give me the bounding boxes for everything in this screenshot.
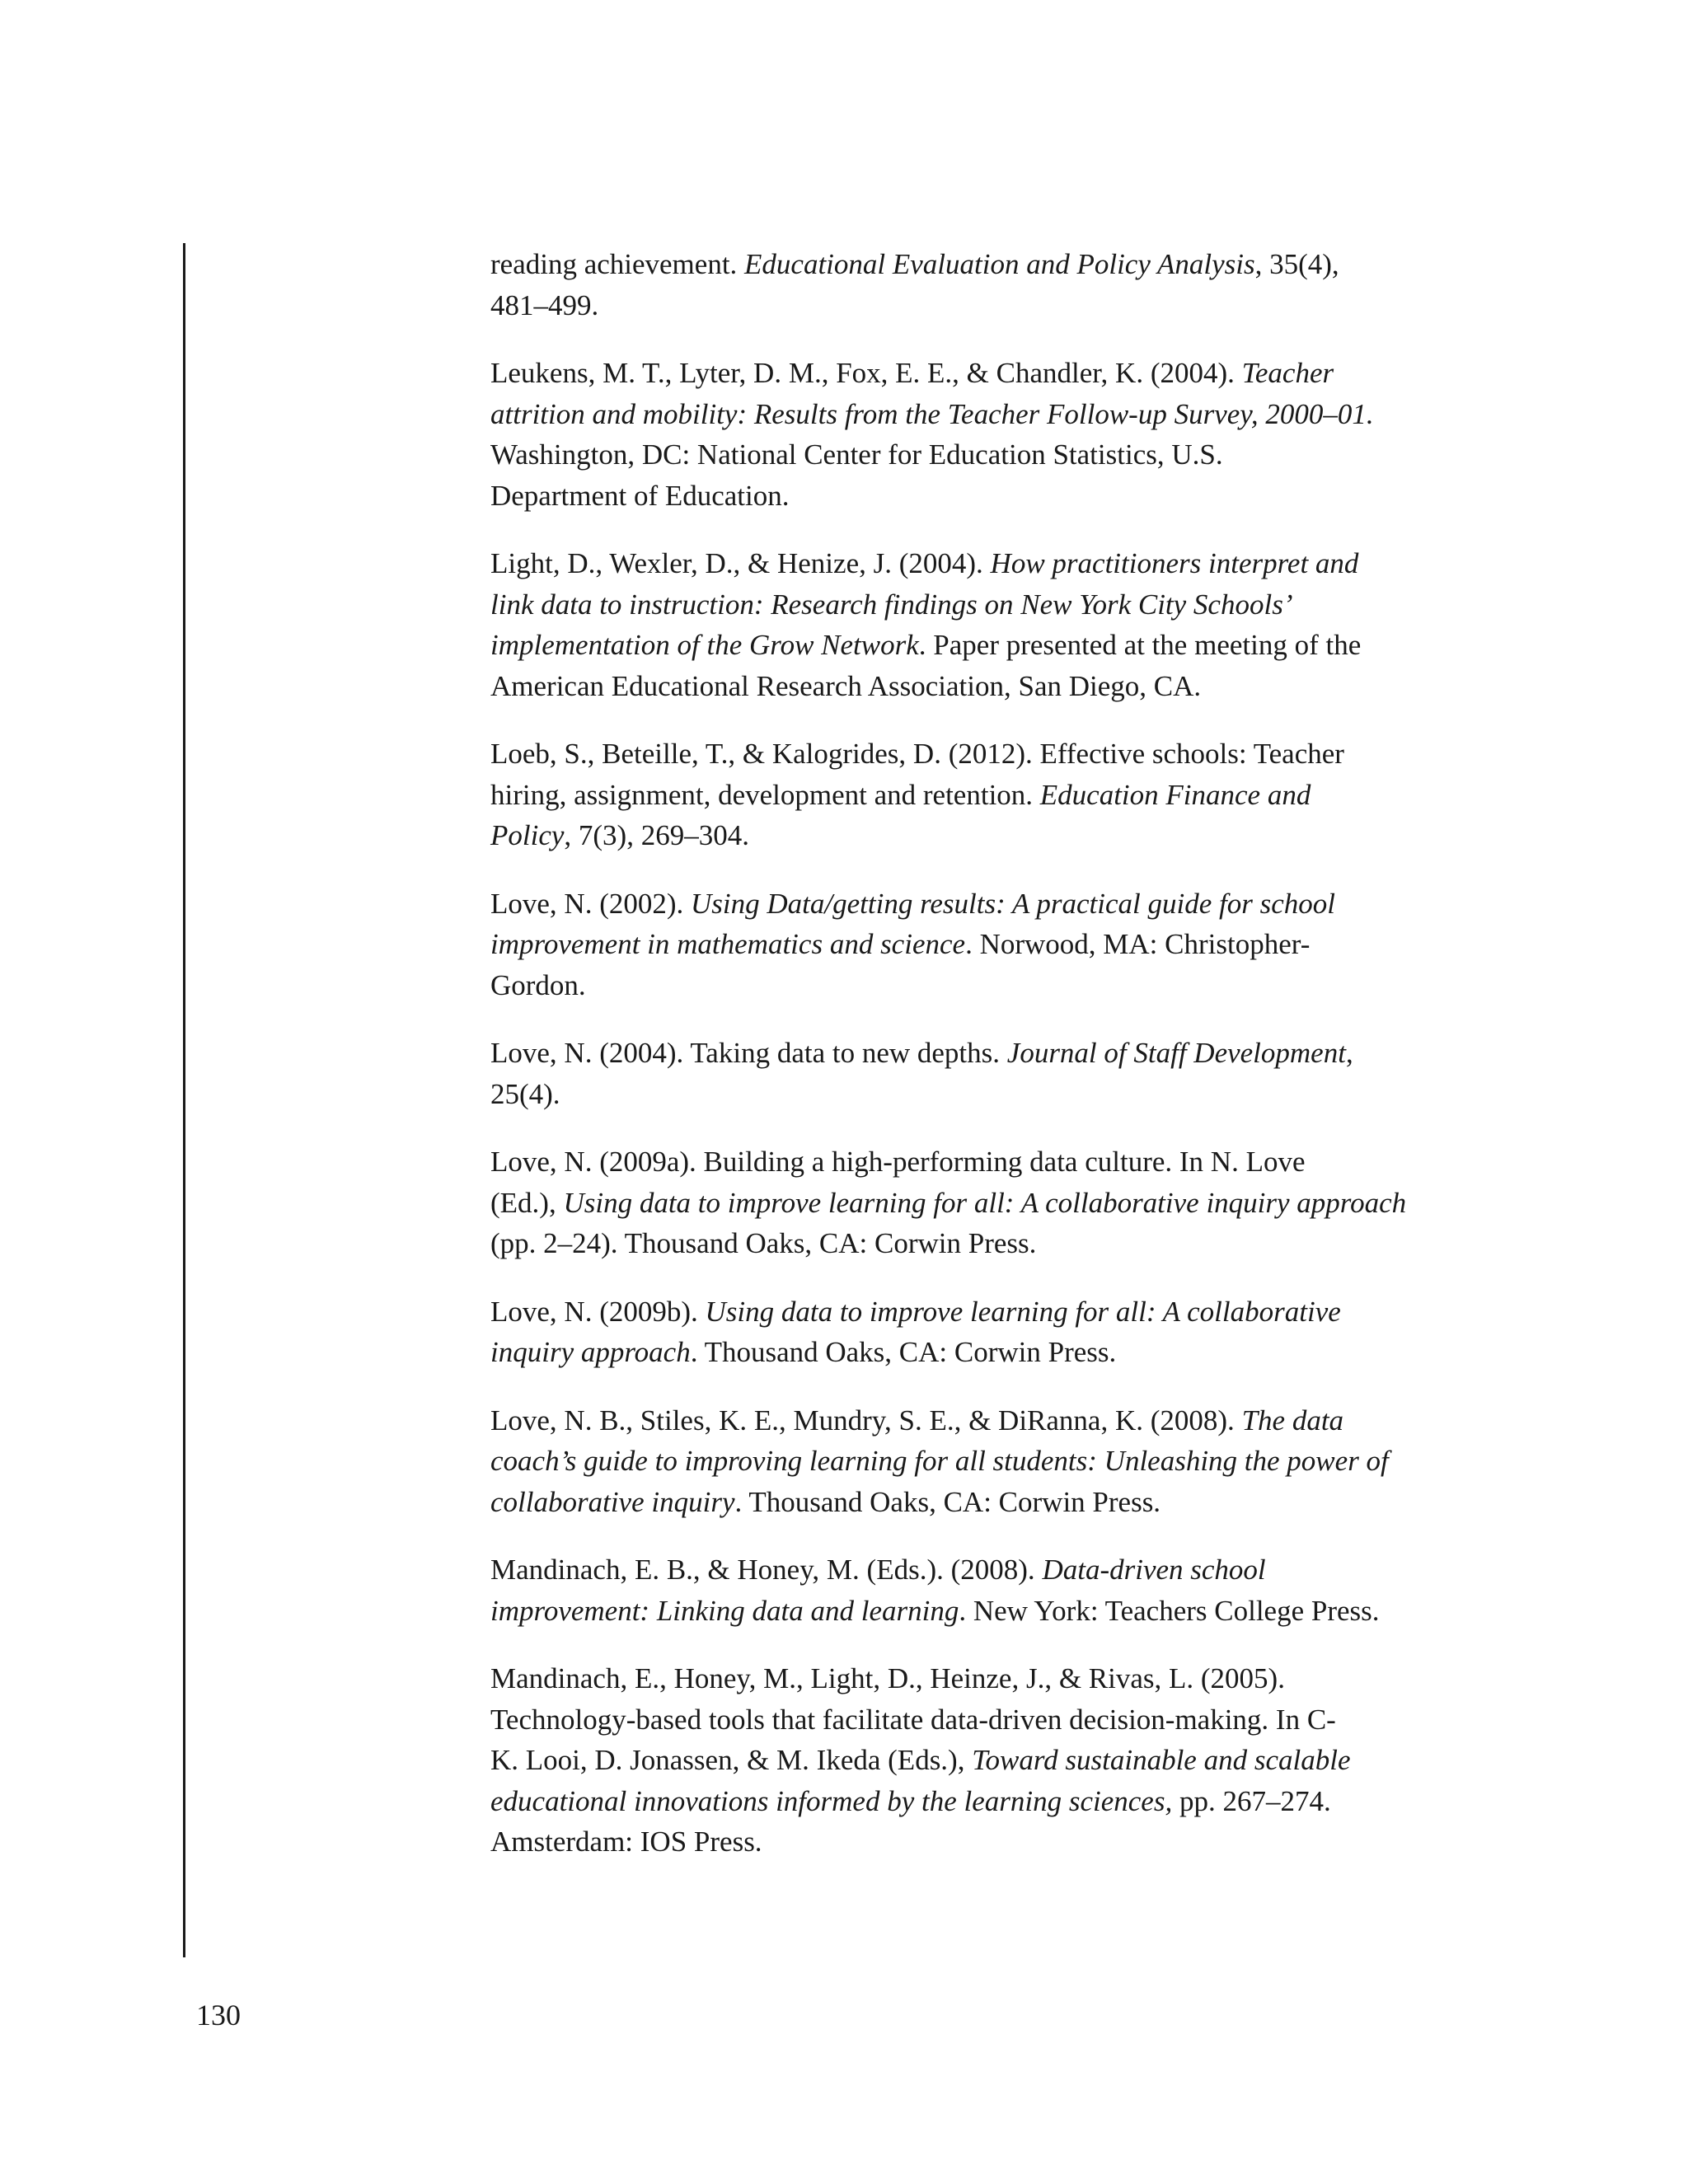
reference-line [490, 666, 1447, 707]
reference-text: 481–499. [490, 288, 599, 321]
reference-entry [490, 1658, 1447, 1863]
reference-italic-text: attrition and mobility: Results from the Teacher Follow-up Survey, 2000–01. [490, 397, 1374, 430]
reference-text: , 7(3), 269–304. [564, 819, 749, 851]
reference-entry [490, 1141, 1447, 1264]
reference-italic-text: inquiry approach [490, 1336, 691, 1368]
reference-line [490, 1074, 1447, 1115]
reference-text: Love, N. B., Stiles, K. E., Mundry, S. E., & DiRanna, K. (2008). [490, 1404, 1242, 1436]
reference-italic-text: improvement in mathematics and science [490, 928, 966, 960]
reference-italic-text: Toward sustainable and scalable [972, 1744, 1351, 1776]
reference-line [490, 1223, 1447, 1264]
reference-line [490, 1291, 1447, 1333]
reference-entry [490, 543, 1447, 706]
reference-text: Amsterdam: IOS Press. [490, 1825, 762, 1858]
reference-line [490, 775, 1447, 816]
reference-italic-text: The data [1241, 1404, 1344, 1436]
reference-text: Love, N. (2009b). [490, 1295, 706, 1328]
reference-italic-text: collaborative inquiry [490, 1485, 735, 1518]
reference-text: . New York: Teachers College Press. [959, 1594, 1380, 1627]
reference-text: Love, N. (2004). Taking data to new depths. [490, 1037, 1007, 1069]
reference-text: Loeb, S., Beteille, T., & Kalogrides, D. (2012). Effective schools: Teacher [490, 738, 1344, 770]
reference-text: , [1345, 1037, 1353, 1069]
reference-line [490, 1549, 1447, 1591]
reference-line [490, 924, 1447, 965]
reference-italic-text: Using data to improve learning for all: A collaborative inquiry approach [563, 1186, 1407, 1219]
reference-line [490, 1482, 1447, 1523]
reference-line [490, 244, 1447, 285]
reference-line [490, 1821, 1447, 1863]
reference-line [490, 285, 1447, 326]
reference-text: (pp. 2–24). Thousand Oaks, CA: Corwin Press. [490, 1227, 1037, 1259]
reference-text: (Ed.), [490, 1186, 564, 1219]
reference-text: Technology-based tools that facilitate data-driven decision-making. In C- [490, 1703, 1336, 1736]
reference-text: Love, N. (2009a). Building a high-performing data culture. In N. Love [490, 1146, 1306, 1178]
reference-entry [490, 733, 1447, 856]
reference-italic-text: implementation of the Grow Network [490, 629, 919, 661]
reference-italic-text: link data to instruction: Research findings on New York City Schools’ [490, 588, 1293, 621]
reference-line [490, 1658, 1447, 1699]
reference-text: Washington, DC: National Center for Education Statistics, U.S. [490, 438, 1223, 471]
reference-line [490, 883, 1447, 925]
reference-line [490, 1441, 1447, 1482]
reference-entry [490, 1400, 1447, 1523]
reference-line [490, 1141, 1447, 1183]
reference-text: . Paper presented at the meeting of the [918, 629, 1362, 661]
page-number: 130 [196, 1999, 241, 2032]
reference-text: hiring, assignment, development and retention. [490, 778, 1040, 811]
reference-line [490, 733, 1447, 775]
reference-entry [490, 1549, 1447, 1631]
reference-list [490, 244, 1447, 1890]
reference-italic-text: Journal of Staff Development [1006, 1037, 1346, 1069]
reference-text: American Educational Research Association, San Diego, CA. [490, 669, 1202, 702]
reference-line [490, 815, 1447, 856]
reference-line [490, 1591, 1447, 1632]
reference-italic-text: Using data to improve learning for all: A collaborative [705, 1295, 1341, 1328]
reference-italic-text: Education Finance and [1039, 778, 1311, 811]
reference-text: Love, N. (2002). [490, 887, 692, 920]
reference-italic-text: How practitioners interpret and [990, 547, 1359, 579]
reference-text: Mandinach, E., Honey, M., Light, D., Heinze, J., & Rivas, L. (2005). [490, 1662, 1285, 1694]
reference-italic-text: Data-driven school [1042, 1554, 1266, 1586]
reference-italic-text: coach’s guide to improving learning for all students: Unleashing the power of [490, 1445, 1389, 1477]
reference-line [490, 1699, 1447, 1741]
reference-line [490, 353, 1447, 394]
reference-line [490, 1400, 1447, 1441]
reference-line [490, 1781, 1447, 1822]
reference-entry [490, 244, 1447, 326]
reference-text: 25(4). [490, 1077, 560, 1110]
reference-text: pp. 267–274. [1172, 1784, 1331, 1817]
reference-italic-text: Using Data/getting results: A practical guide for school [691, 887, 1335, 920]
reference-text: Leukens, M. T., Lyter, D. M., Fox, E. E., & Chandler, K. (2004). [490, 357, 1242, 389]
reference-text: Gordon. [490, 968, 586, 1001]
reference-italic-text: improvement: Linking data and learning [490, 1594, 959, 1627]
reference-line [490, 434, 1447, 476]
reference-entry [490, 1033, 1447, 1114]
reference-italic-text: Teacher [1241, 357, 1334, 389]
reference-line [490, 476, 1447, 517]
reference-line [490, 1033, 1447, 1074]
reference-italic-text: Policy [490, 819, 565, 851]
reference-italic-text: Educational Evaluation and Policy Analysis [744, 248, 1255, 280]
reference-line [490, 394, 1447, 435]
reference-text: . Thousand Oaks, CA: Corwin Press. [734, 1485, 1161, 1518]
reference-entry [490, 883, 1447, 1006]
reference-text: . Norwood, MA: Christopher- [965, 928, 1311, 960]
reference-italic-text: educational innovations informed by the learning sciences, [490, 1784, 1173, 1817]
reference-line [490, 965, 1447, 1006]
reference-line [490, 584, 1447, 626]
reference-text: Mandinach, E. B., & Honey, M. (Eds.). (2008). [490, 1554, 1043, 1586]
reference-text: . Thousand Oaks, CA: Corwin Press. [690, 1336, 1117, 1368]
reference-text: , 35(4), [1254, 248, 1339, 280]
reference-entry [490, 353, 1447, 516]
margin-rule [183, 243, 185, 1957]
reference-line [490, 1740, 1447, 1781]
reference-entry [490, 1291, 1447, 1373]
reference-text: Department of Education. [490, 479, 790, 512]
reference-line [490, 543, 1447, 584]
reference-line [490, 1332, 1447, 1373]
reference-line [490, 1183, 1447, 1224]
reference-text: reading achievement. [490, 248, 745, 280]
reference-text: K. Looi, D. Jonassen, & M. Ikeda (Eds.), [490, 1744, 973, 1776]
reference-line [490, 625, 1447, 666]
reference-text: Light, D., Wexler, D., & Henize, J. (2004). [490, 547, 991, 579]
